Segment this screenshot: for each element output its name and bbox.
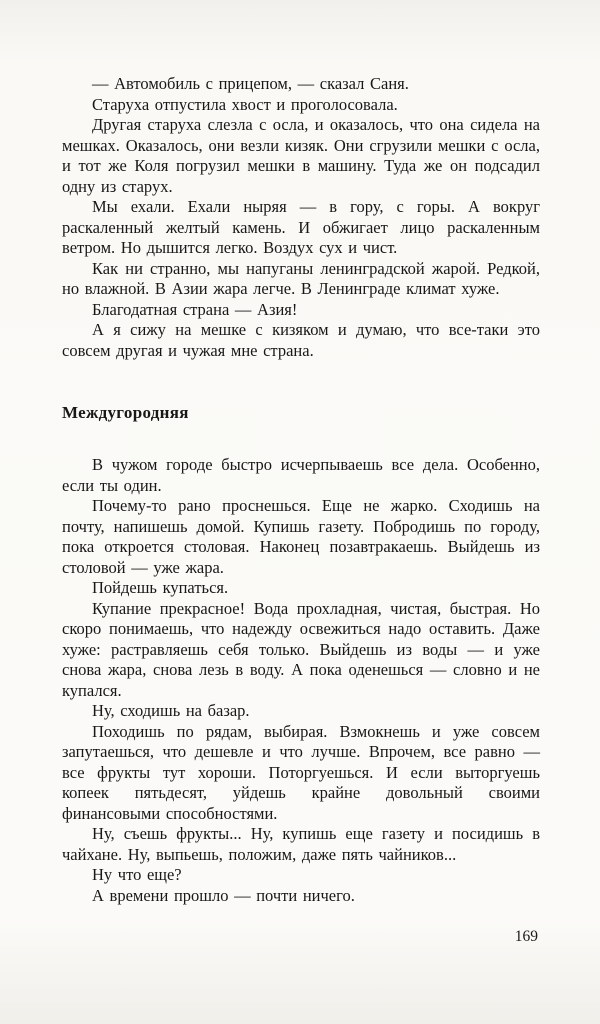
page-number: 169 [514,928,538,945]
paragraph: В чужом городе быстро исчерпываешь все дела. Особенно, если ты один. [62,455,540,495]
paragraph: Благодатная страна — Азия! [92,299,298,319]
paragraph: Ну, сходишь на базар. [92,701,250,720]
paragraph: Ну что еще? [92,865,182,884]
section-travel [62,74,540,361]
paragraph: Пойдешь купаться. [92,578,229,597]
paragraph: Походишь по рядам, выбирая. Взмокнешь и уже совсем запутаешься, что дешевле и что лучше. Впрочем, все равно — все фрукты тут хороши. Поторгуешься. И если выторгуешь копеек пятьдесят, уйдешь крайне довольный своими финансовыми способностями. [62,721,540,823]
paragraph: Как ни странно, мы напуганы ленинградской жарой. Редкой, но влажной. В Азии жара легче. В Ленинграде климат хуже. [62,258,540,298]
paragraph: Старуха отпустила хвост и проголосовала. [92,94,398,114]
section-heading: Междугородняя [62,403,189,422]
paragraph: Другая старуха слезла с осла, и оказалось, что она сидела на мешках. Оказалось, они везли кизяк. Они сгрузили мешки с осла, и тот же Коля погрузил мешки в машину. Туда же он подсадил одну из старух. [62,115,540,196]
paragraph: Мы ехали. Ехали ныряя — в гору, с горы. А вокруг раскаленный желтый камень. И обжигает лицо раскаленным ветром. Но дышится легко. Воздух сух и чист. [62,197,540,257]
paragraph: Купание прекрасное! Вода прохладная, чистая, быстрая. Но скоро понимаешь, что надежду освежиться надо оставить. Даже хуже: растравляешь себя только. Выйдешь из воды — и уже снова жара, снова лезь в воду. А пока оденешься — словно и не купался. [62,598,540,700]
paragraph: — Автомобиль с прицепом, — сказал Саня. [92,74,409,93]
paragraph: А времени прошло — почти ничего. [92,885,355,905]
paragraph: Почему-то рано проснешься. Еще не жарко. Сходишь на почту, напишешь домой. Купишь газету. Побродишь по городу, пока откроется столовая. Наконец позавтракаешь. Выйдешь из столовой — уже жара. [62,496,540,577]
section-mezhdugorodnyaya [62,455,540,906]
paragraph: Ну, съешь фрукты... Ну, купишь еще газету и посидишь в чайхане. Ну, выпьешь, положим, даже пять чайников... [62,824,540,864]
paragraph: А я сижу на мешке с кизяком и думаю, что все-таки это совсем другая и чужая мне страна. [62,320,540,360]
